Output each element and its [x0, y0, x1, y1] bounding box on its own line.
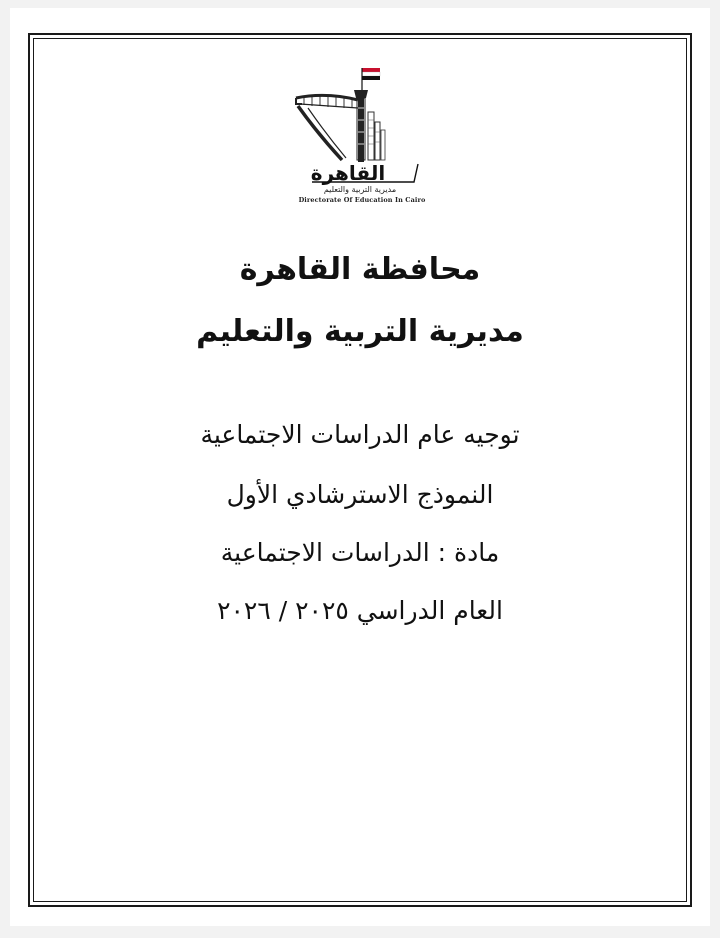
- logo-english-caption: Directorate Of Education In Cairo: [298, 196, 426, 204]
- subject-line: مادة : الدراسات الاجتماعية: [220, 538, 500, 567]
- logo-emblem-icon: [282, 64, 442, 210]
- academic-year-line: العام الدراسي ٢٠٢٥ / ٢٠٢٦: [217, 596, 503, 625]
- flag-white-stripe: [362, 72, 380, 76]
- logo-subtitle: مديرية التربية والتعليم: [323, 185, 397, 194]
- cairo-directorate-logo: [282, 64, 442, 210]
- model-line: النموذج الاسترشادي الأول: [226, 480, 494, 509]
- governorate-title: محافظة القاهرة: [239, 252, 481, 287]
- flag-black-stripe: [362, 76, 380, 80]
- flag-red-stripe: [362, 68, 380, 72]
- logo-wordmark: القاهرة: [310, 161, 386, 185]
- directorate-title: مديرية التربية والتعليم: [196, 314, 524, 349]
- supervision-line: توجيه عام الدراسات الاجتماعية: [200, 420, 520, 449]
